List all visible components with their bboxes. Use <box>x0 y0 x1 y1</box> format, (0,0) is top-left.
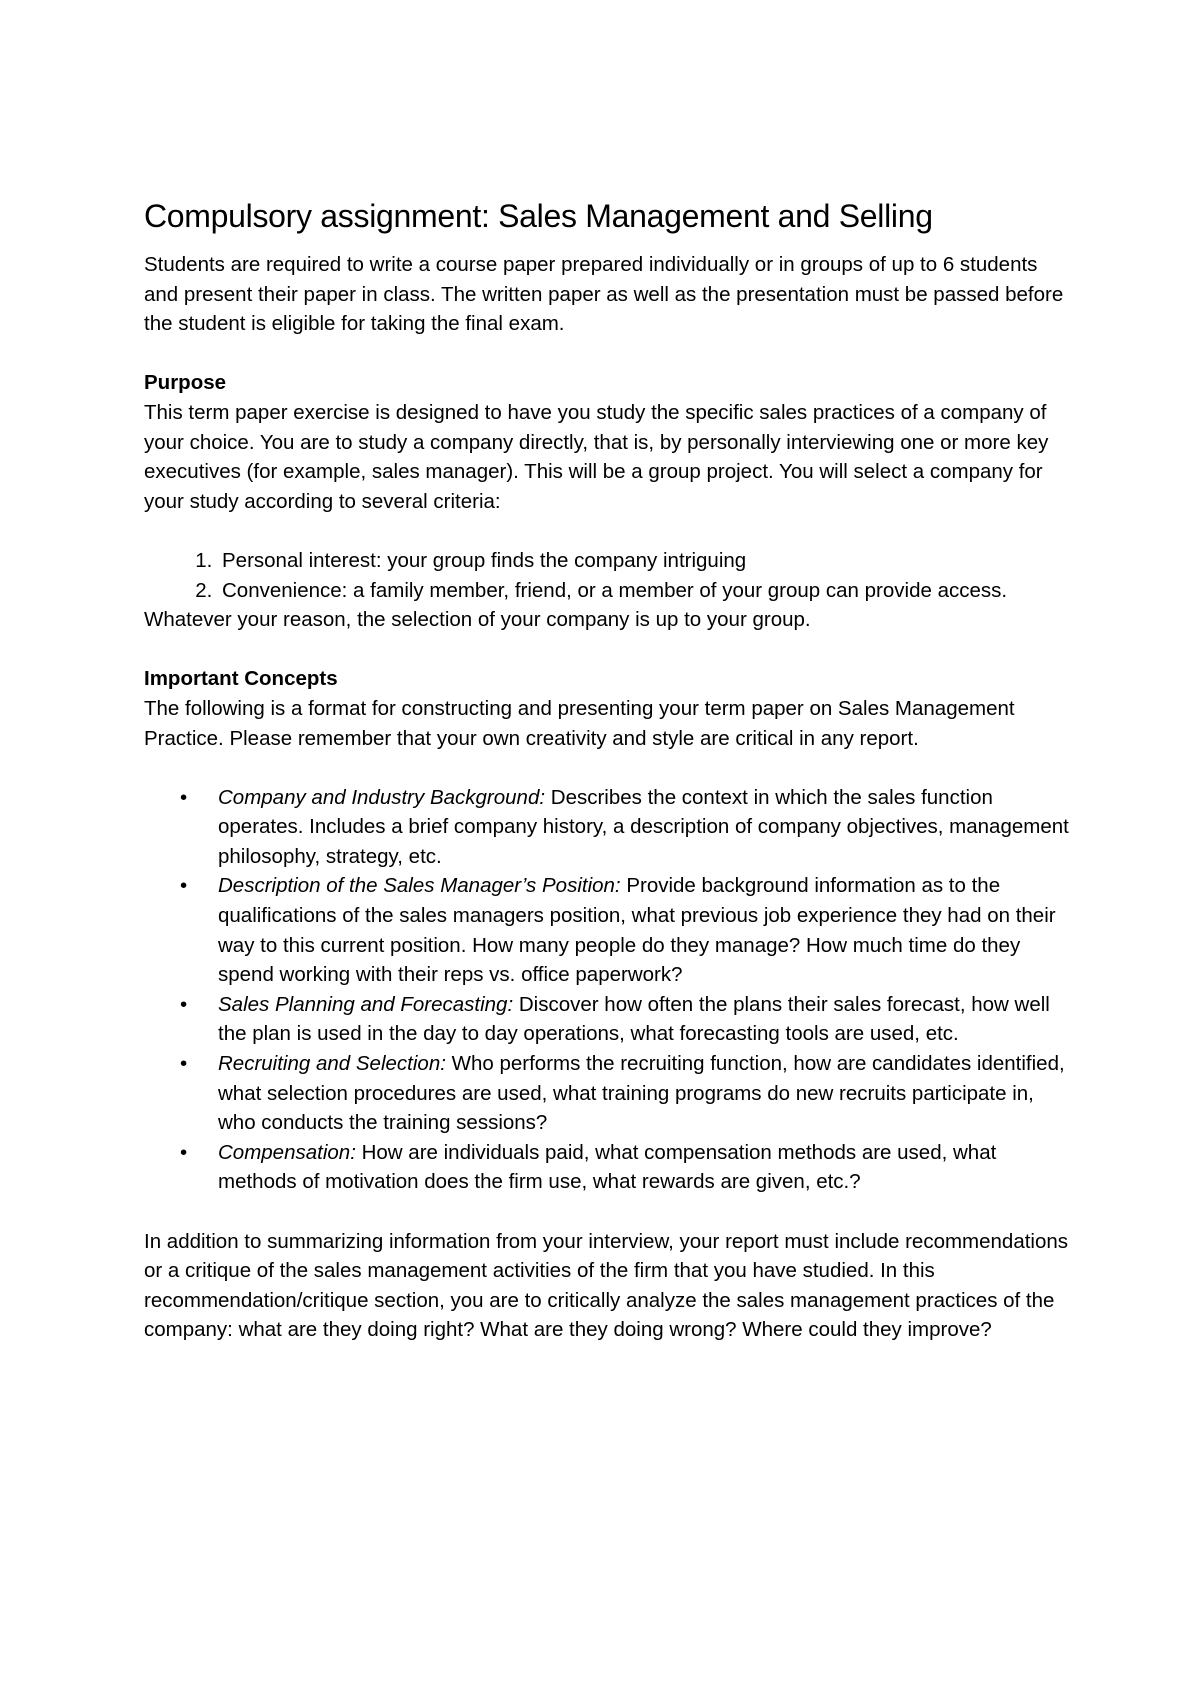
topic-description: Who performs the recruiting function, how are candidates identified, what selection procedures are used, what training programs do new recruits participate in, who conducts the training sessions? <box>218 1052 1065 1135</box>
bullet-icon: • <box>180 785 188 809</box>
purpose-heading: Purpose <box>144 371 227 395</box>
bullet-icon: • <box>180 1052 188 1076</box>
closing-paragraph: In addition to summarizing information from your interview, your report must include recommendations or a critique of the sales management activities of the firm that you have studied. In this recommendation/critique section, you are to critically analyze the sales management practices of the company: what are they doing right? What are they doing wrong? Where could they improve? <box>144 1229 1069 1342</box>
topic-description: Provide background information as to the qualifications of the sales managers position, what previous job experience they had on their way to this current position. How many people do they manage? How much time do they spend working with their reps vs. office paperwork? <box>218 874 1056 987</box>
selection-note: Whatever your reason, the selection of your company is up to your group. <box>144 608 811 632</box>
topic-description: Describes the context in which the sales function operates. Includes a brief company history, a description of company objectives, management philosophy, strategy, etc. <box>218 785 1069 868</box>
topic-item <box>144 990 1074 1049</box>
topic-description: Discover how often the plans their sales forecast, how well the plan is used in the day to day operations, what forecasting tools are used, etc. <box>218 992 1050 1046</box>
spacer <box>144 516 1074 546</box>
topic-item <box>144 1138 1074 1197</box>
concepts-heading: Important Concepts <box>144 667 338 691</box>
topic-name: Recruiting and Selection: <box>218 1052 446 1076</box>
concepts-paragraph: The following is a format for constructing and presenting your term paper on Sales Management Practice. Please remember that your own creativity and style are critical in any report. <box>144 696 1015 750</box>
topic-name: Company and Industry Background: <box>218 785 546 809</box>
intro-paragraph: Students are required to write a course paper prepared individually or in groups of up to 6 students and present their paper in class. The written paper as well as the presentation must be passed before the student is eligible for taking the final exam. <box>144 253 1064 336</box>
document-title: Compulsory assignment: Sales Management and Selling <box>144 198 933 234</box>
topic-description: How are individuals paid, what compensation methods are used, what methods of motivation does the firm use, what rewards are given, etc.? <box>218 1140 997 1194</box>
topic-name: Description of the Sales Manager’s Position: <box>218 874 621 898</box>
criteria-item: 2. Convenience: a family member, friend, or a member of your group can provide access. <box>218 576 1074 606</box>
criteria-list <box>144 546 1074 605</box>
bullet-icon: • <box>180 1140 188 1164</box>
topic-item <box>144 871 1074 989</box>
document-body <box>144 196 1074 1345</box>
topics-list <box>144 783 1074 1197</box>
topic-item <box>144 783 1074 872</box>
purpose-paragraph: This term paper exercise is designed to have you study the specific sales practices of a company of your choice. You are to study a company directly, that is, by personally interviewing one or more key executives (for example, sales manager). This will be a group project. You will select a company for your study according to several criteria: <box>144 400 1049 513</box>
topic-item <box>144 1049 1074 1138</box>
criteria-item: 1. Personal interest: your group finds the company intriguing <box>218 546 1074 576</box>
bullet-icon: • <box>180 992 188 1016</box>
bullet-icon: • <box>180 874 188 898</box>
topic-name: Sales Planning and Forecasting: <box>218 992 514 1016</box>
topic-name: Compensation: <box>218 1140 356 1164</box>
